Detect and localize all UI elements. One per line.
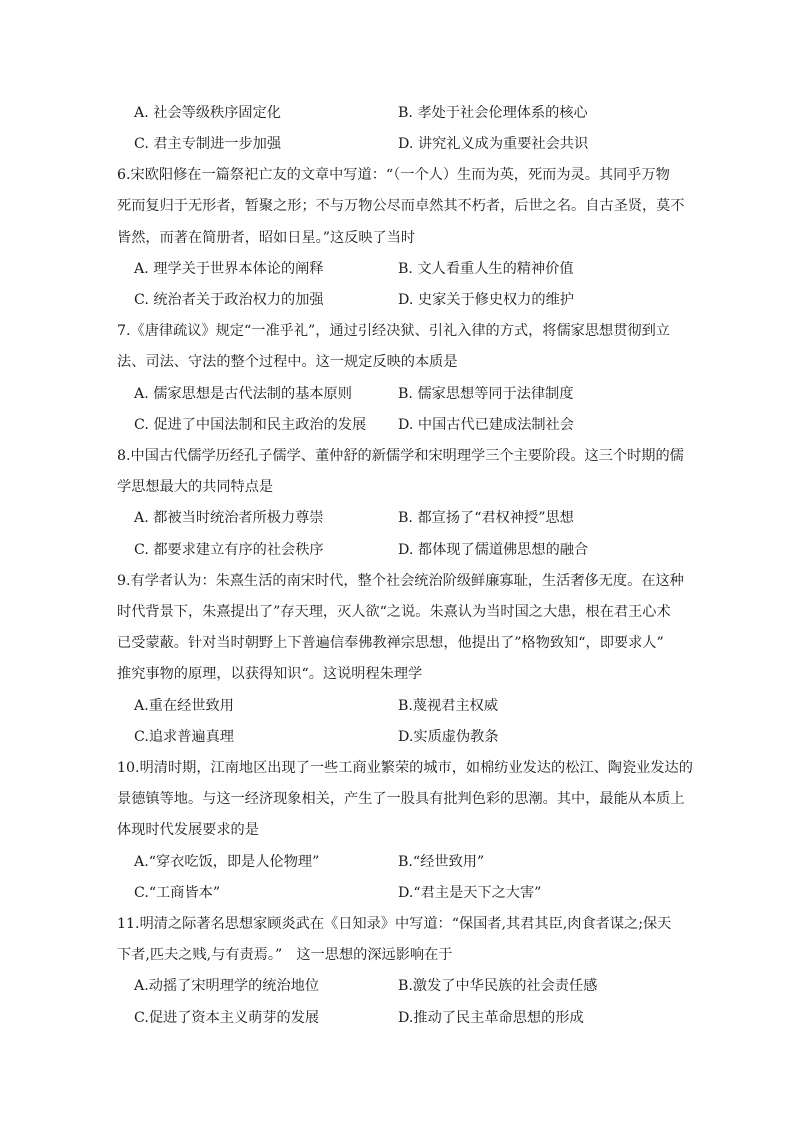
q11-stem-line-2: 下者,匹夫之贱,与有责焉。” 这一思想的深远影响在于 [117, 947, 453, 963]
q11-option-c: C.促进了资本主义萌芽的发展 [134, 1010, 320, 1026]
q9-stem-line-3: 已受蒙蔽。针对当时朝野上下普遍信奉佛教禅宗思想，他提出了”格物致知“，即要求人” [117, 635, 664, 651]
q5-option-b: B. 孝处于社会伦理体系的核心 [398, 105, 588, 121]
q9-option-c: C.追求普遍真理 [134, 729, 234, 745]
q8-option-d: D. 都体现了儒道佛思想的融合 [398, 542, 589, 558]
q7-stem-line-1: 7.《唐律疏议》规定“一准乎礼”，通过引经决狱、引礼入律的方式，将儒家思想贯彻到立 [117, 323, 670, 339]
q10-stem-line-2: 景德镇等地。与这一经济现象相关，产生了一股具有批判色彩的思潮。其中，最能从本质上 [117, 791, 685, 807]
q10-option-a: A.“穿衣吃饭，即是人伦物理” [134, 854, 320, 870]
q5-option-a: A. 社会等级秩序固定化 [134, 105, 281, 121]
q8-option-b: B. 都宣扬了“君权神授”思想 [398, 510, 574, 526]
q11-option-a: A.动摇了宋明理学的统治地位 [134, 978, 320, 994]
q6-stem-line-1: 6.宋欧阳修在一篇祭祀亡友的文章中写道：“（一个人）生而为英，死而为灵。其同乎万物 [117, 167, 670, 183]
q7-option-a: A. 儒家思想是古代法制的基本原则 [134, 386, 352, 402]
q9-stem-line-2: 时代背景下，朱熹提出了”存天理，灭人欲“之说。朱熹认为当时国之大患，根在君王心术 [117, 604, 671, 620]
q9-option-b: B.蔑视君主权威 [398, 698, 499, 714]
q10-stem-line-3: 体现时代发展要求的是 [117, 822, 259, 838]
q6-option-a: A. 理学关于世界本体论的阐释 [134, 261, 324, 277]
q7-option-b: B. 儒家思想等同于法律制度 [398, 386, 574, 402]
q10-stem-line-1: 10.明清时期，江南地区出现了一些工商业繁荣的城市，如棉纺业发达的松江、陶瓷业发达的 [117, 760, 693, 776]
q9-stem-line-4: 推究事物的原理，以获得知识“。这说明程朱理学 [117, 666, 423, 682]
q9-option-d: D.实质虚伪教条 [398, 729, 499, 745]
q5-option-d: D. 讲究礼义成为重要社会共识 [398, 136, 589, 152]
q10-option-d: D.“君主是天下之大害” [398, 885, 542, 901]
q10-option-b: B.“经世致用” [398, 854, 485, 870]
q6-option-d: D. 史家关于修史权力的维护 [398, 292, 574, 308]
q9-stem-line-1: 9.有学者认为：朱熹生活的南宋时代，整个社会统治阶级鲜廉寡耻，生活奢侈无度。在这种 [117, 573, 684, 589]
q6-stem-line-3: 皆然，而著在简册者，昭如日星。”这反映了当时 [117, 230, 416, 246]
q6-option-c: C. 统治者关于政治权力的加强 [134, 292, 324, 308]
q11-option-d: D.推动了民主革命思想的形成 [398, 1010, 584, 1026]
q10-option-c: C.“工商皆本” [134, 885, 221, 901]
q8-option-c: C. 都要求建立有序的社会秩序 [134, 542, 324, 558]
q11-stem-line-1: 11.明清之际著名思想家顾炎武在《日知录》中写道：“保国者,其君其臣,肉食者谋之;保天 [117, 916, 672, 932]
q8-stem-line-2: 学思想最大的共同特点是 [117, 479, 274, 495]
q7-stem-line-2: 法、司法、守法的整个过程中。这一规定反映的本质是 [117, 354, 458, 370]
q5-option-c: C. 君主专制进一步加强 [134, 136, 282, 152]
q7-option-d: D. 中国古代已建成法制社会 [398, 417, 574, 433]
q7-option-c: C. 促进了中国法制和民主政治的发展 [134, 417, 367, 433]
q8-option-a: A. 都被当时统治者所极力尊崇 [134, 510, 324, 526]
q11-option-b: B.激发了中华民族的社会责任感 [398, 978, 598, 994]
q6-option-b: B. 文人看重人生的精神价值 [398, 261, 574, 277]
q8-stem-line-1: 8.中国古代儒学历经孔子儒学、董仲舒的新儒学和宋明理学三个主要阶段。这三个时期的儒 [117, 448, 684, 464]
q9-option-a: A.重在经世致用 [134, 698, 234, 714]
q6-stem-line-2: 死而复归于无形者，暂聚之形；不与万物公尽而卓然其不朽者，后世之名。自古圣贤，莫不 [117, 198, 685, 214]
